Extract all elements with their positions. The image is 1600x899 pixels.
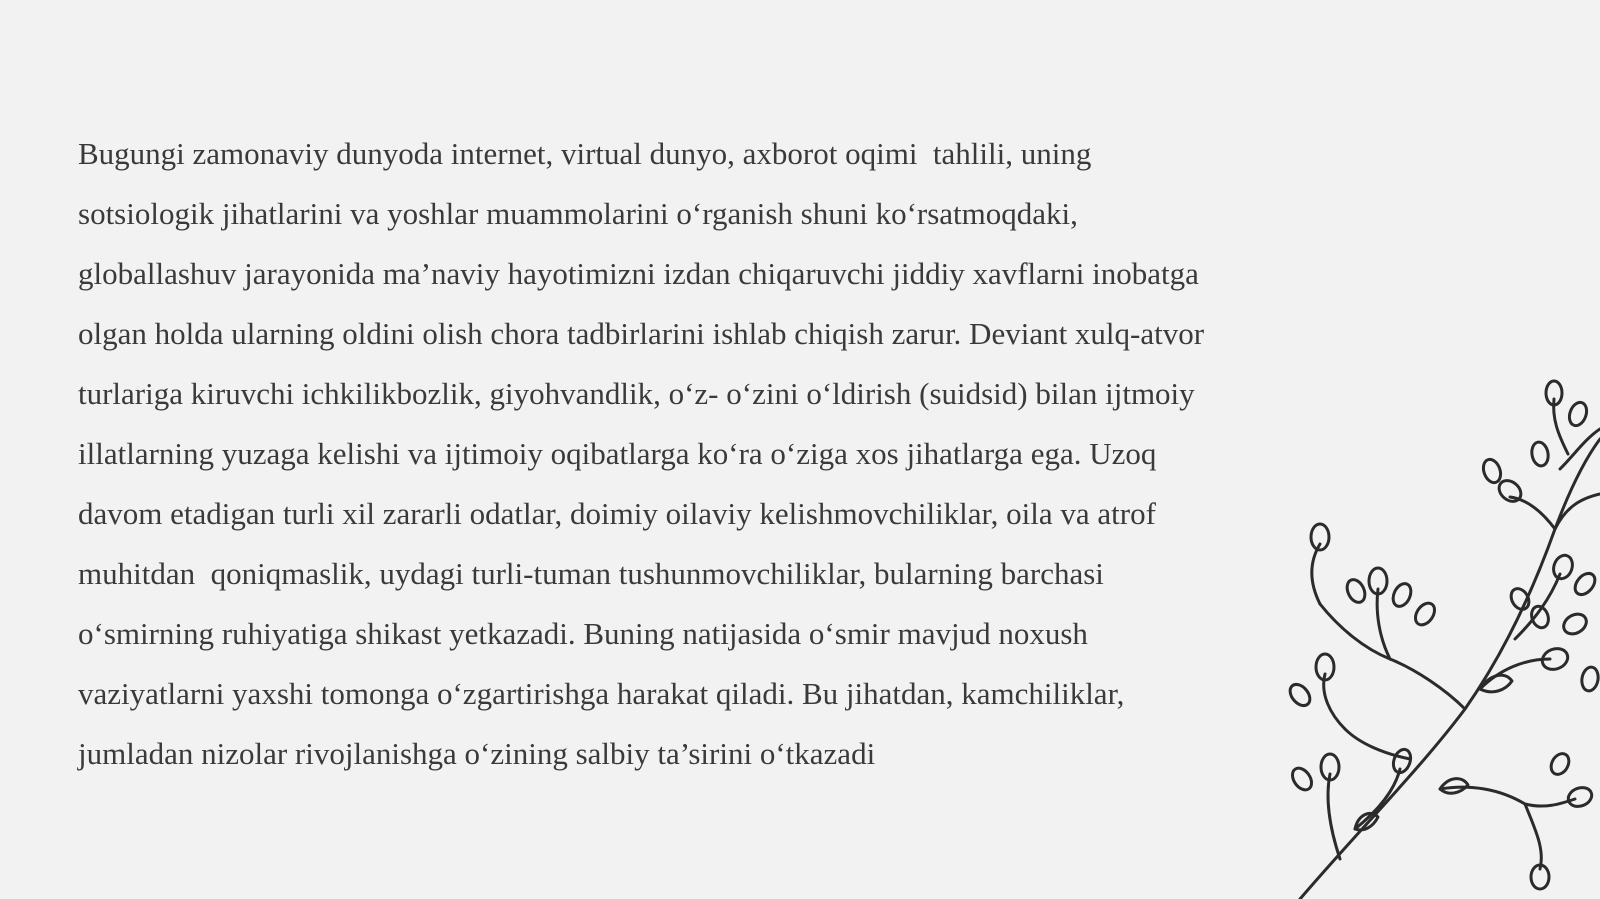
text-line-10: vaziyatlarni yaxshi tomonga o‘zgartirishga harakat qiladi. Bu jihatdan, kamchiliklar, <box>78 676 1125 711</box>
text-line-3: globallashuv jarayonida ma’naviy hayotimizni izdan chiqaruvchi jiddiy xavflarni inobatga <box>78 256 1199 291</box>
text-line-1: Bugungi zamonaviy dunyoda internet, virtual dunyo, axborot oqimi tahlili, uning <box>78 136 1092 171</box>
slide-body-text <box>78 124 1308 784</box>
text-line-4: olgan holda ularning oldini olish chora tadbirlarini ishlab chiqish zarur. Deviant xulq-atvor <box>78 316 1205 351</box>
botanical-branch-icon <box>1180 359 1600 899</box>
text-line-7: davom etadigan turli xil zararli odatlar, doimiy oilaviy kelishmovchiliklar, oila va atrof <box>78 496 1156 531</box>
text-line-8: muhitdan qoniqmaslik, uydagi turli-tuman tushunmovchiliklar, bularning barchasi <box>78 556 1104 591</box>
text-line-5: turlariga kiruvchi ichkilikbozlik, giyohvandlik, o‘z- o‘zini o‘ldirish (suidsid) bilan ijtmoiy <box>78 376 1195 411</box>
text-line-6: illatlarning yuzaga kelishi va ijtimoiy oqibatlarga ko‘ra o‘ziga xos jihatlarga ega. Uzoq <box>78 436 1157 471</box>
text-line-2: sotsiologik jihatlarini va yoshlar muammolarini o‘rganish shuni ko‘rsatmoqdaki, <box>78 196 1078 231</box>
text-line-9: o‘smirning ruhiyatiga shikast yetkazadi. Buning natijasida o‘smir mavjud noxush <box>78 616 1088 651</box>
text-line-11: jumladan nizolar rivojlanishga o‘zining salbiy ta’sirini o‘tkazadi <box>78 736 876 771</box>
